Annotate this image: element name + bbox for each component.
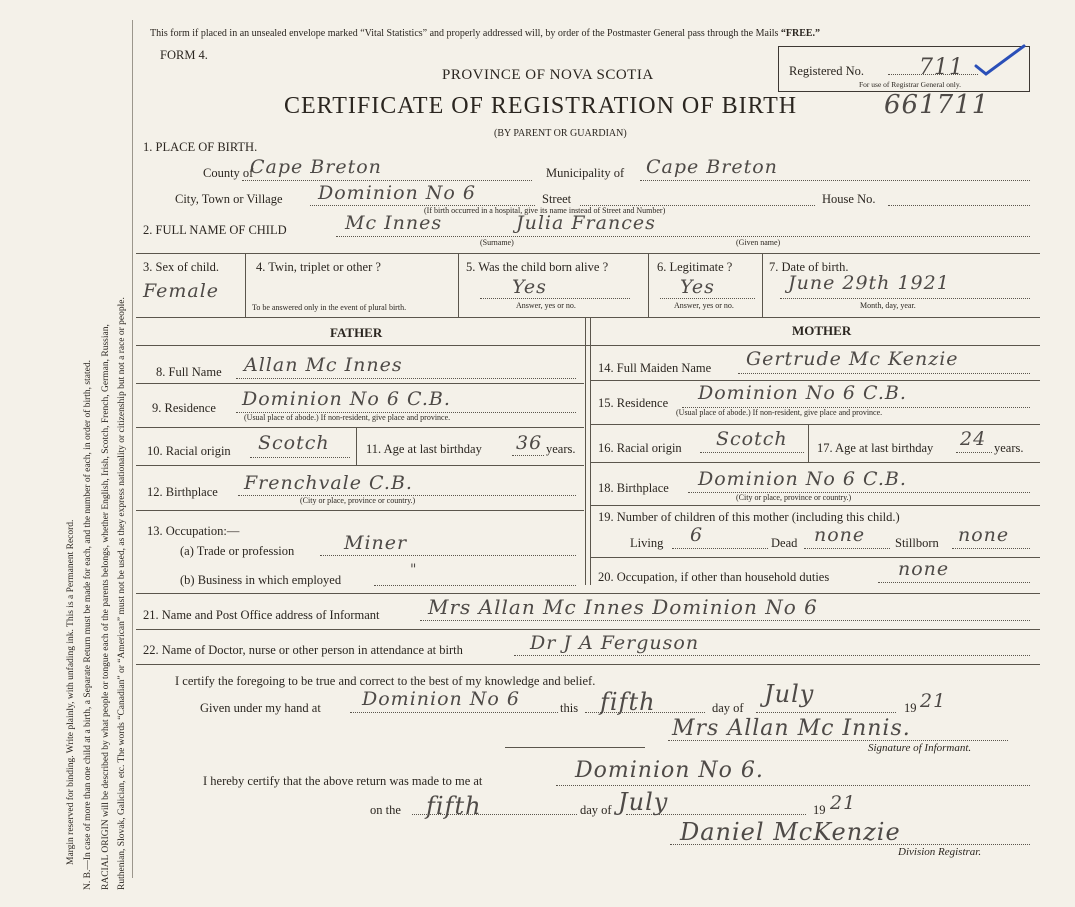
mother-racial-label: 16. Racial origin bbox=[598, 441, 682, 455]
mother-occupation-value: none bbox=[898, 558, 950, 580]
mother-children-label: 19. Number of children of this mother (including this child.) bbox=[598, 510, 900, 524]
mother-name-label: 14. Full Maiden Name bbox=[598, 361, 712, 375]
father-business-value: " bbox=[410, 562, 418, 578]
mother-name-value: Gertrude Mc Kenzie bbox=[746, 348, 959, 370]
father-age-label: 11. Age at last birthday bbox=[366, 442, 482, 456]
father-birthplace-value: Frenchvale C.B. bbox=[244, 472, 413, 494]
registered-note: For use of Registrar General only. bbox=[859, 80, 961, 89]
father-heading: FATHER bbox=[330, 325, 383, 340]
certify-month-value: July bbox=[764, 680, 815, 708]
margin-note-racial-2: Ruthenian, Slovak, Galician, etc. The words “Canadian” or “American” must not be used, as they express nationality or citizenship but not a race or people. bbox=[117, 297, 127, 890]
father-racial-label: 10. Racial origin bbox=[147, 444, 231, 458]
municipality-value: Cape Breton bbox=[646, 156, 778, 178]
mother-racial-value: Scotch bbox=[716, 428, 788, 450]
registrar-year-prefix: 19 bbox=[813, 803, 826, 817]
informant-signature-caption: Signature of Informant. bbox=[868, 742, 972, 754]
child-given-name-value: Julia Frances bbox=[516, 212, 656, 234]
mother-dead-value: none bbox=[814, 524, 866, 546]
father-years-label: years. bbox=[546, 442, 576, 456]
province-heading: PROVINCE OF NOVA SCOTIA bbox=[442, 67, 654, 83]
twin-label: 4. Twin, triplet or other ? bbox=[256, 260, 381, 274]
sex-value: Female bbox=[143, 280, 220, 302]
title-handwritten-number: 661711 bbox=[884, 90, 990, 120]
registered-number: 711 bbox=[919, 55, 964, 80]
legitimate-value: Yes bbox=[680, 276, 715, 298]
mother-stillborn-label: Stillborn bbox=[895, 536, 939, 550]
surname-caption: (Surname) bbox=[480, 238, 514, 247]
alive-label: 5. Was the child born alive ? bbox=[466, 260, 609, 274]
registrar-year-value: 21 bbox=[830, 792, 857, 814]
mother-birthplace-caption: (City or place, province or country.) bbox=[736, 493, 852, 502]
mother-birthplace-value: Dominion No 6 C.B. bbox=[698, 468, 907, 490]
margin-note-binding: Margin reserved for binding. Write plainly, with unfading ink. This is a Permanent Record. bbox=[66, 519, 76, 865]
father-residence-value: Dominion No 6 C.B. bbox=[242, 388, 451, 410]
doctor-value: Dr J A Ferguson bbox=[530, 632, 700, 654]
mother-dead-label: Dead bbox=[771, 536, 798, 550]
registrar-signature-caption: Division Registrar. bbox=[898, 846, 982, 858]
mother-occupation-label: 20. Occupation, if other than household duties bbox=[598, 570, 830, 584]
father-birthplace-label: 12. Birthplace bbox=[147, 485, 218, 499]
mother-residence-caption: (Usual place of abode.) If non-resident, give place and province. bbox=[676, 408, 883, 417]
mother-age-value: 24 bbox=[960, 428, 987, 450]
date-of-birth-value: June 29th 1921 bbox=[788, 272, 950, 294]
registrar-month-value: July bbox=[618, 788, 669, 816]
mother-living-label: Living bbox=[630, 536, 664, 550]
form-number: FORM 4. bbox=[160, 48, 208, 62]
margin-note-nb: N. B.—In case of more than one child at a birth, a Separate Return must be made for each, and the number of each, in order of birth, stated. bbox=[83, 360, 93, 890]
certify-statement: I certify the foregoing to be true and correct to the best of my knowledge and belief. bbox=[175, 674, 596, 688]
mother-living-value: 6 bbox=[690, 524, 704, 546]
city-value: Dominion No 6 bbox=[318, 182, 476, 204]
father-residence-caption: (Usual place of abode.) If non-resident, give place and province. bbox=[244, 413, 451, 422]
registrar-place-value: Dominion No 6. bbox=[575, 758, 764, 783]
mother-years-label: years. bbox=[994, 441, 1024, 455]
top-notice: This form if placed in an unsealed envelope marked “Vital Statistics” and properly addressed will, by order of the Postmaster General pass through the Mails “FREE.” bbox=[150, 28, 821, 39]
registrar-day-value: fifth bbox=[426, 792, 482, 820]
father-occupation-label: 13. Occupation:— bbox=[147, 524, 240, 538]
certify-day-value: fifth bbox=[600, 688, 656, 716]
legitimate-caption: Answer, yes or no. bbox=[674, 301, 734, 310]
mother-birthplace-label: 18. Birthplace bbox=[598, 481, 669, 495]
child-name-label: 2. FULL NAME OF CHILD bbox=[143, 223, 287, 237]
alive-value: Yes bbox=[512, 276, 547, 298]
mother-heading: MOTHER bbox=[792, 323, 852, 338]
registrar-on-the-label: on the bbox=[370, 803, 401, 817]
certify-year-prefix: 19 bbox=[904, 701, 917, 715]
alive-caption: Answer, yes or no. bbox=[516, 301, 576, 310]
father-residence-label: 9. Residence bbox=[152, 401, 216, 415]
date-of-birth-label: 7. Date of birth. bbox=[769, 260, 849, 274]
registrar-signature: Daniel McKenzie bbox=[680, 818, 901, 846]
given-place-value: Dominion No 6 bbox=[362, 688, 520, 710]
father-name-label: 8. Full Name bbox=[156, 365, 222, 379]
date-of-birth-caption: Month, day, year. bbox=[860, 301, 916, 310]
house-number-label: House No. bbox=[822, 192, 876, 206]
father-age-value: 36 bbox=[516, 432, 543, 454]
check-mark-icon bbox=[970, 40, 1030, 80]
place-of-birth-heading: 1. PLACE OF BIRTH. bbox=[143, 140, 258, 154]
registrar-day-of-label: day of bbox=[580, 803, 612, 817]
hospital-note: (If birth occurred in a hospital, give its name instead of Street and Number) bbox=[424, 206, 666, 215]
sex-label: 3. Sex of child. bbox=[143, 260, 220, 274]
certify-day-of-label: day of bbox=[712, 701, 744, 715]
certify-this-label: this bbox=[560, 701, 579, 715]
informant-signature: Mrs Allan Mc Innis. bbox=[672, 716, 911, 741]
county-label: County of bbox=[203, 166, 254, 180]
legitimate-label: 6. Legitimate ? bbox=[657, 260, 733, 274]
twin-note: To be answered only in the event of plural birth. bbox=[252, 303, 407, 312]
father-trade-value: Miner bbox=[344, 532, 408, 554]
father-racial-value: Scotch bbox=[258, 432, 330, 454]
city-label: City, Town or Village bbox=[175, 192, 283, 206]
given-under-hand-label: Given under my hand at bbox=[200, 701, 321, 715]
informant-label: 21. Name and Post Office address of Informant bbox=[143, 608, 380, 622]
doctor-label: 22. Name of Doctor, nurse or other person in attendance at birth bbox=[143, 643, 463, 657]
registrar-statement: I hereby certify that the above return was made to me at bbox=[203, 774, 483, 788]
informant-value: Mrs Allan Mc Innes Dominion No 6 bbox=[428, 595, 818, 619]
child-surname-value: Mc Innes bbox=[345, 212, 443, 234]
certificate-title: CERTIFICATE OF REGISTRATION OF BIRTH bbox=[284, 93, 798, 119]
father-name-value: Allan Mc Innes bbox=[244, 354, 403, 376]
mother-residence-value: Dominion No 6 C.B. bbox=[698, 382, 907, 404]
father-birthplace-caption: (City or place, province or country.) bbox=[300, 496, 416, 505]
mother-residence-label: 15. Residence bbox=[598, 396, 669, 410]
certify-year-value: 21 bbox=[920, 690, 947, 712]
certificate-subtitle: (BY PARENT OR GUARDIAN) bbox=[494, 128, 627, 139]
father-business-label: (b) Business in which employed bbox=[180, 573, 342, 587]
municipality-label: Municipality of bbox=[546, 166, 625, 180]
street-label: Street bbox=[542, 192, 572, 206]
mother-age-label: 17. Age at last birthday bbox=[817, 441, 934, 455]
given-name-caption: (Given name) bbox=[736, 238, 781, 247]
registered-label: Registered No. bbox=[789, 64, 864, 78]
father-trade-label: (a) Trade or profession bbox=[180, 544, 295, 558]
margin-note-racial: RACIAL ORIGIN will be described by what people or tongue each of the parents belongs, whether English, Irish, Scotch, French, German, Russian, bbox=[101, 324, 111, 890]
county-value: Cape Breton bbox=[250, 156, 382, 178]
mother-stillborn-value: none bbox=[958, 524, 1010, 546]
